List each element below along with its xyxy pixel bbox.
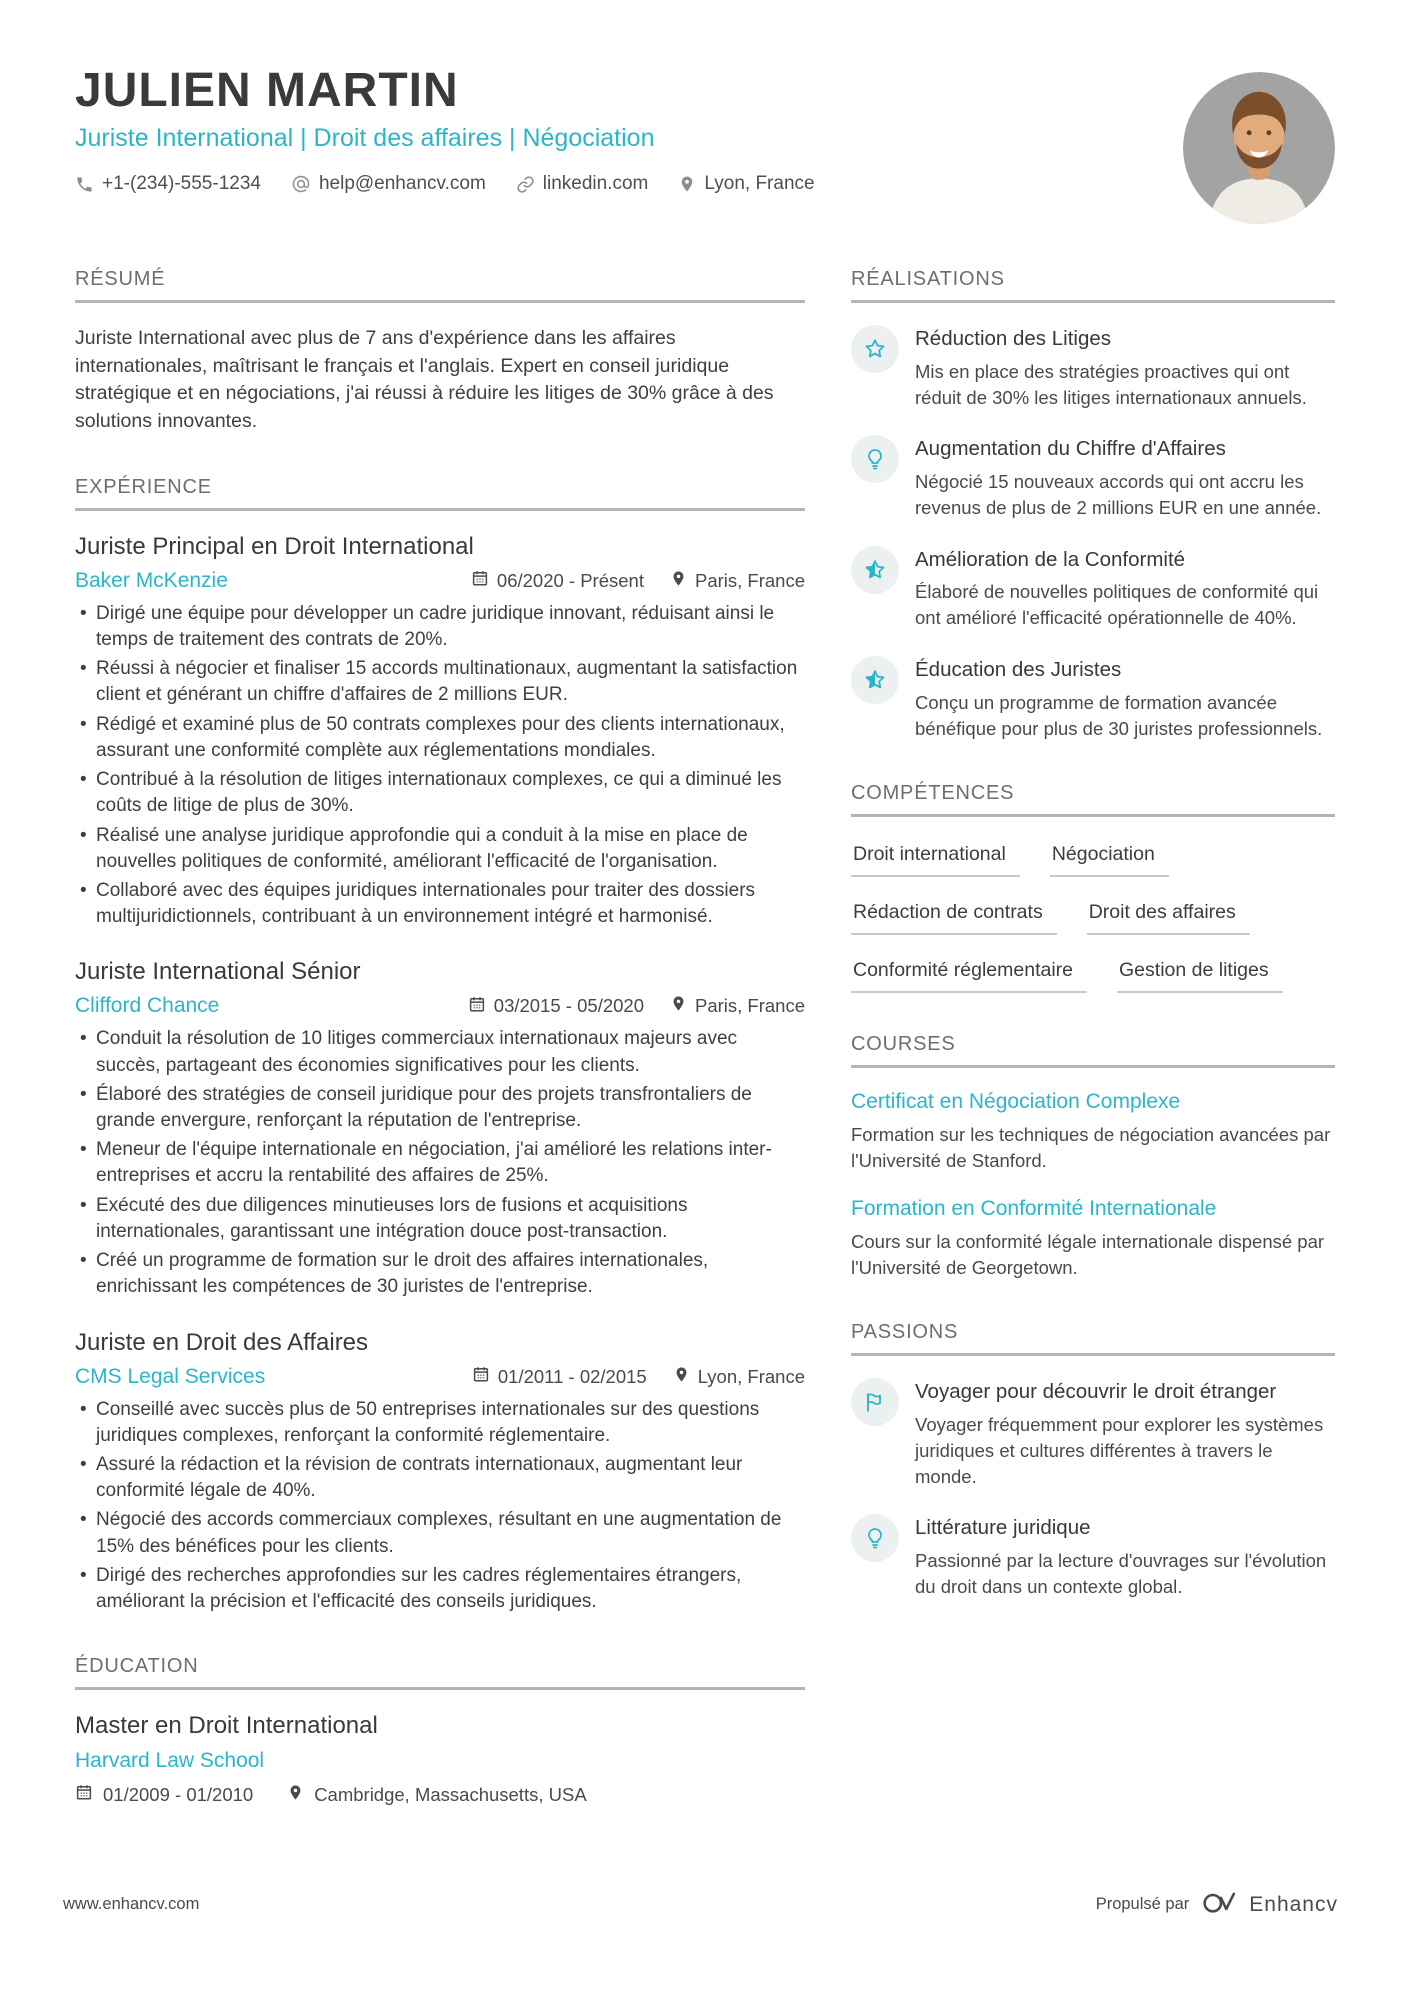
- contact-phone-label: +1-(234)-555-1234: [102, 173, 261, 195]
- skill-tag: Conformité réglementaire: [851, 959, 1087, 993]
- job-dates-label: 06/2020 - Présent: [496, 569, 644, 591]
- star-half-icon: [851, 546, 899, 594]
- person-name: JULIEN MARTIN: [75, 64, 459, 117]
- experience-heading: EXPÉRIENCE: [75, 476, 805, 511]
- summary-heading: RÉSUMÉ: [75, 268, 805, 303]
- star-icon: [851, 325, 899, 373]
- skill-tag: Négociation: [1050, 843, 1169, 877]
- achievement-title: Éducation des Juristes: [915, 658, 1122, 682]
- degree-title: Master en Droit International: [75, 1712, 378, 1740]
- job-location: [670, 995, 805, 1017]
- achievement-title: Amélioration de la Conformité: [915, 547, 1186, 571]
- job-bullet: • Contribué à la résolution de litiges internationaux complexes, ce qui a diminué les coûts de litige de plus de 30%.: [75, 767, 805, 819]
- header-identity: [75, 66, 815, 195]
- skill-tag: Droit des affaires: [1087, 901, 1250, 935]
- at-icon: [291, 174, 311, 194]
- course-item: [851, 1090, 1335, 1174]
- achievement-item: [851, 325, 1335, 410]
- location-icon: [287, 1784, 304, 1806]
- job-title: Juriste en Droit des Affaires: [75, 1328, 369, 1356]
- job-company: Clifford Chance: [75, 994, 220, 1018]
- education-location: Cambridge, Massachusetts, USA: [314, 1783, 587, 1805]
- job-bullet: • Conseillé avec succès plus de 50 entreprises internationales sur des questions juridiques complexes, renforçant la conformité réglementaire.: [75, 1397, 805, 1449]
- job-bullet: • Conduit la résolution de 10 litiges commerciaux internationaux majeurs avec succès, partageant des économies significatives pour les clients.: [75, 1026, 805, 1078]
- contact-location: [678, 173, 814, 195]
- achievement-item: [851, 656, 1335, 741]
- enhancv-logo: [1201, 1888, 1338, 1921]
- education-meta: [75, 1783, 805, 1806]
- job-bullet: • Rédigé et examiné plus de 50 contrats complexes pour des clients internationaux, assurant une conformité complète aux réglementations mondiales.: [75, 712, 805, 764]
- job-company: Baker McKenzie: [75, 568, 228, 592]
- skills-section: [851, 782, 1335, 993]
- job-dates: [472, 1365, 647, 1388]
- courses-section: [851, 1033, 1335, 1282]
- job-bullets: [75, 601, 805, 931]
- footer: [63, 1888, 1338, 1921]
- passion-text: Voyager fréquemment pour explorer les systèmes juridiques et cultures différentes à travers le monde.: [915, 1413, 1324, 1487]
- powered-by-label: Propulsé par: [1095, 1895, 1190, 1913]
- calendar-icon: [472, 1365, 490, 1388]
- job-dates: [471, 569, 644, 592]
- job-title: Juriste Principal en Droit International: [75, 532, 474, 560]
- course-text: Formation sur les techniques de négociation avancées par l'Université de Stanford.: [851, 1123, 1331, 1171]
- avatar-photo: [1183, 72, 1335, 224]
- link-icon: [516, 175, 535, 194]
- passion-title: Littérature juridique: [915, 1516, 1091, 1540]
- skill-tag: Rédaction de contrats: [851, 901, 1057, 935]
- summary-section: [75, 268, 805, 436]
- job-dates: [468, 995, 644, 1018]
- job-location-label: Paris, France: [694, 995, 805, 1017]
- achievement-text: Mis en place des stratégies proactives qui ont réduit de 30% les litiges internationaux annuels.: [915, 360, 1307, 408]
- job-dates-label: 01/2011 - 02/2015: [497, 1365, 647, 1387]
- job-location: [673, 1366, 805, 1388]
- job-bullet: • Dirigé une équipe pour développer un cadre juridique innovant, réduisant ainsi le temps de traitement des contrats de 20%.: [75, 601, 805, 653]
- job-entry: [75, 958, 805, 1300]
- calendar-icon: [75, 1783, 93, 1806]
- avatar: [1183, 72, 1335, 224]
- education-dates: 01/2009 - 01/2010: [103, 1783, 254, 1805]
- contact-location-label: Lyon, France: [704, 173, 815, 195]
- powered-by[interactable]: [1096, 1888, 1338, 1921]
- skill-tag: Droit international: [851, 843, 1020, 877]
- phone-icon: [75, 175, 94, 194]
- course-text: Cours sur la conformité légale internationale dispensé par l'Université de Georgetown.: [851, 1231, 1325, 1279]
- school-name: Harvard Law School: [75, 1749, 265, 1773]
- course-title: Formation en Conformité Internationale: [851, 1197, 1217, 1221]
- job-location-label: Paris, France: [694, 569, 805, 591]
- achievements-heading: RÉALISATIONS: [851, 268, 1335, 303]
- passion-text: Passionné par la lecture d'ouvrages sur l'évolution du droit dans un contexte global.: [915, 1550, 1327, 1597]
- job-bullets: [75, 1397, 805, 1616]
- headline: Juriste International | Droit des affaires | Négociation: [75, 124, 655, 153]
- achievement-item: [851, 546, 1335, 631]
- passions-heading: PASSIONS: [851, 1321, 1335, 1356]
- location-icon: [678, 175, 696, 193]
- job-location-label: Lyon, France: [697, 1365, 805, 1387]
- passion-title: Voyager pour découvrir le droit étranger: [915, 1380, 1277, 1404]
- contact-row: [75, 173, 815, 195]
- job-entry: [75, 1329, 805, 1616]
- course-title: Certificat en Négociation Complexe: [851, 1089, 1181, 1113]
- calendar-icon: [468, 995, 486, 1018]
- contact-phone[interactable]: [75, 173, 261, 195]
- star-half-icon: [851, 656, 899, 704]
- job-entry: [75, 533, 805, 931]
- flag-icon: [851, 1378, 899, 1426]
- job-bullet: • Créé un programme de formation sur le droit des affaires internationales, enrichissant les compétences de 30 juristes de l'entreprise.: [75, 1248, 805, 1300]
- job-location: [670, 570, 805, 592]
- achievement-text: Conçu un programme de formation avancée bénéfique pour plus de 30 juristes professionnels.: [915, 691, 1323, 739]
- contact-linkedin[interactable]: [516, 173, 649, 195]
- location-icon: [670, 570, 687, 592]
- course-item: [851, 1197, 1335, 1281]
- contact-linkedin-label: linkedin.com: [542, 173, 649, 195]
- job-bullet: • Élaboré des stratégies de conseil juridique pour des projets transfrontaliers de grande envergure, renforçant la réputation de l'entreprise.: [75, 1082, 805, 1134]
- achievement-text: Négocié 15 nouveaux accords qui ont accru les revenus de plus de 2 millions EUR en une année.: [915, 471, 1322, 518]
- courses-heading: COURSES: [851, 1033, 1335, 1068]
- education-heading: ÉDUCATION: [75, 1655, 805, 1690]
- location-icon: [673, 1366, 690, 1388]
- lightbulb-icon: [851, 435, 899, 483]
- header: [75, 66, 1335, 224]
- calendar-icon: [471, 569, 489, 592]
- enhancv-logo-icon: [1201, 1888, 1241, 1921]
- job-title: Juriste International Sénior: [75, 958, 361, 986]
- brand-name: Enhancv: [1249, 1892, 1338, 1916]
- job-bullet: • Meneur de l'équipe internationale en négociation, j'ai amélioré les relations inter-entreprises et accru la rentabilité des affaires de 25%.: [75, 1137, 805, 1189]
- passion-item: [851, 1514, 1335, 1599]
- contact-email-label: help@enhancv.com: [318, 173, 486, 195]
- lightbulb-icon: [851, 1514, 899, 1562]
- skills-heading: COMPÉTENCES: [851, 782, 1335, 817]
- achievement-title: Augmentation du Chiffre d'Affaires: [915, 437, 1226, 461]
- summary-text: Juriste International avec plus de 7 ans d'expérience dans les affaires internationales, maîtrisant le français et l'anglais. Expert en conseil juridique stratégique et en négociations, j'ai réussi à réduire les litiges de 30% grâce à des solutions innovantes.: [75, 327, 774, 433]
- skills-list: [851, 839, 1335, 993]
- experience-section: [75, 476, 805, 1616]
- footer-url[interactable]: www.enhancv.com: [63, 1895, 200, 1913]
- job-bullet: • Réalisé une analyse juridique approfondie qui a conduit à la mise en place de nouvelles politiques de conformité, améliorant l'efficacité de l'organisation.: [75, 823, 805, 875]
- achievement-title: Réduction des Litiges: [915, 327, 1112, 350]
- achievement-text: Élaboré de nouvelles politiques de conformité qui ont amélioré l'efficacité opérationnelle de 40%.: [915, 581, 1319, 629]
- job-bullet: • Négocié des accords commerciaux complexes, résultant en une augmentation de 15% des bénéfices pour les clients.: [75, 1507, 805, 1559]
- job-bullets: [75, 1026, 805, 1300]
- job-dates-label: 03/2015 - 05/2020: [493, 995, 644, 1017]
- job-company: CMS Legal Services: [75, 1364, 266, 1388]
- achievements-section: [851, 268, 1335, 742]
- skill-tag: Gestion de litiges: [1117, 959, 1283, 993]
- passions-section: [851, 1321, 1335, 1600]
- job-bullet: • Assuré la rédaction et la révision de contrats internationaux, augmentant leur conformité légale de 40%.: [75, 1452, 805, 1504]
- education-section: [75, 1655, 805, 1806]
- job-bullet: • Exécuté des due diligences minutieuses lors de fusions et acquisitions internationales, garantissant une intégration douce post-transaction.: [75, 1193, 805, 1245]
- job-bullet: • Collaboré avec des équipes juridiques internationales pour traiter des dossiers multijuridictionnels, contribuant à un environnement intégré et harmonisé.: [75, 878, 805, 930]
- achievement-item: [851, 435, 1335, 520]
- contact-email[interactable]: [291, 173, 486, 195]
- location-icon: [670, 995, 687, 1017]
- job-bullet: • Dirigé des recherches approfondies sur les cadres réglementaires étrangers, améliorant la précision et l'efficacité des conseils juridiques.: [75, 1563, 805, 1615]
- job-bullet: • Réussi à négocier et finaliser 15 accords multinationaux, augmentant la satisfaction client et générant un chiffre d'affaires de 2 millions EUR.: [75, 656, 805, 708]
- passion-item: [851, 1378, 1335, 1489]
